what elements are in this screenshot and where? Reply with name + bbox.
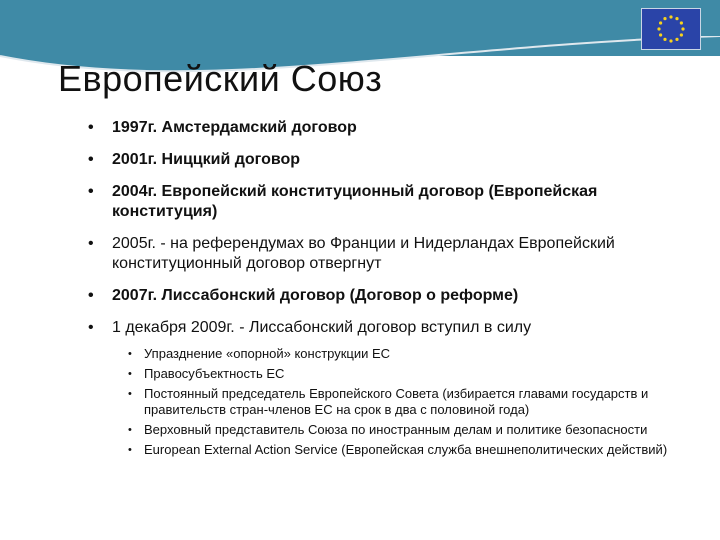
sub-list-item: [128, 422, 698, 438]
sub-item-text: European External Action Service (Европейская служба внешнеполитических действий): [144, 442, 668, 457]
flag-star: [657, 27, 660, 30]
sub-list-item: [128, 366, 698, 382]
main-list: [88, 118, 698, 350]
main-list-item: [88, 150, 698, 170]
bullet: •: [88, 235, 94, 252]
bullet: •: [88, 151, 94, 168]
main-list-item: [88, 286, 698, 306]
main-item-text: 2005г. - на референдумах во Франции и Нидерландах Европейский конституционный договор отвергнут: [112, 235, 615, 272]
bullet: •: [88, 183, 94, 200]
main-list-item: [88, 182, 698, 222]
bullet: •: [88, 287, 94, 304]
main-item-text: 2004г. Европейский конституционный договор (Европейская конституция): [112, 183, 598, 220]
eu-flag-icon: [641, 8, 701, 50]
flag-star: [663, 38, 666, 41]
main-list-item: [88, 318, 698, 338]
page-title: Европейский Союз: [58, 58, 383, 99]
sub-item-text: Верховный представитель Союза по иностранным делам и политике безопасности: [144, 422, 648, 437]
main-item-text: 2007г. Лиссабонский договор (Договор о реформе): [112, 287, 519, 304]
sub-list-item: [128, 346, 698, 362]
main-list-item: [88, 234, 698, 274]
sub-item-text: Правосубъектность ЕС: [144, 366, 285, 381]
flag-star: [659, 21, 662, 24]
bullet: •: [88, 119, 94, 136]
flag-star: [659, 33, 662, 36]
main-item-text: 1997г. Амстердамский договор: [112, 119, 357, 136]
flag-star: [663, 17, 666, 20]
flag-star: [669, 15, 672, 18]
flag-star: [675, 17, 678, 20]
bullet: •: [128, 444, 132, 456]
flag-star: [680, 21, 683, 24]
sub-item-text: Упразднение «опорной» конструкции ЕС: [144, 346, 391, 361]
flag-star: [675, 38, 678, 41]
sub-item-text: Постоянный председатель Европейского Совета (избирается главами государств и правительств стран-членов ЕС на срок в два с половиной года): [144, 386, 649, 417]
bullet: •: [88, 319, 94, 336]
bullet: •: [128, 348, 132, 360]
sub-list-item: [128, 442, 698, 458]
main-item-text: 1 декабря 2009г. - Лиссабонский договор вступил в силу: [112, 319, 532, 336]
flag-star: [680, 33, 683, 36]
sub-list: [128, 346, 698, 462]
main-item-text: 2001г. Ниццкий договор: [112, 151, 301, 168]
sub-list-item: [128, 386, 698, 418]
main-list-item: [88, 118, 698, 138]
bullet: •: [128, 388, 132, 400]
bullet: •: [128, 368, 132, 380]
flag-star: [681, 27, 684, 30]
flag-star: [669, 39, 672, 42]
bullet: •: [128, 424, 132, 436]
